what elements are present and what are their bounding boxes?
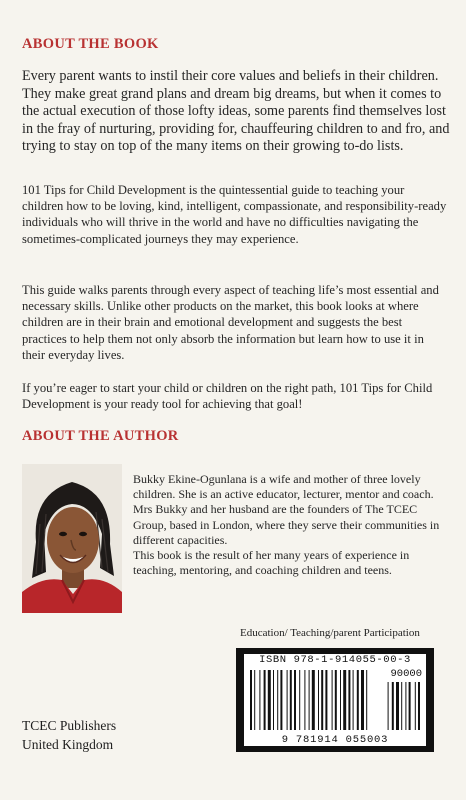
barcode-bar [332,670,333,730]
barcode-addon-bar [388,682,389,730]
barcode-addon-bar [401,682,402,730]
barcode-bar [294,670,296,730]
barcode-bar [325,670,327,730]
isbn-barcode [236,648,434,752]
barcode-addon-bar [405,682,406,730]
author-photo [22,464,122,613]
barcode-bar [321,670,323,730]
barcode-bar [304,670,305,730]
barcode-addon-bar [418,682,420,730]
about-author-heading: ABOUT THE AUTHOR [22,428,179,444]
barcode-bar [273,670,274,730]
book-category: Education/ Teaching/parent Participation [240,627,420,639]
book-description-paragraph-4: If you’re eager to start your child or children on the right path, 101 Tips for Child Development is your ready tool for achieving that goal! [22,381,433,412]
about-book-heading: ABOUT THE BOOK [22,36,159,52]
barcode-bar [264,670,266,730]
barcode-bar [353,670,354,730]
book-description-paragraph-1: Every parent wants to instil their core values and beliefs in their children. They make great grand plans and dream big dreams, but when it comes to the actual execution of those lofty ideas, some parents find themselves lost in the fray of nurturing, providing for, chauffeuring children to and fro, and trying to stay on top of the many items on their growing to-do lists. [22,68,450,155]
barcode-bar [290,670,292,730]
author-bio [133,472,448,578]
publisher-name: TCEC Publishers [22,718,117,733]
barcode-bars [244,654,426,746]
author-bio-line-3: This book is the result of her many years of experience in teaching, mentoring, and coaching children and teens. [133,548,410,578]
author-bio-line-2: Mrs Bukky and her husband are the founders of The TCEC Group, based in London, where they serve their communities in different capacities. [133,502,440,547]
book-description-paragraph-2: 101 Tips for Child Development is the quintessential guide to teaching your children how to be loving, kind, intelligent, compassionate, and responsibility-ready individuals who will thrive in the world and have no difficulties navigating the sometimes-complicated journeys they may experience. [22,183,447,246]
barcode-bar [259,670,260,730]
barcode-bar [309,670,310,730]
barcode-bar [361,670,364,730]
barcode-bar [335,670,337,730]
barcode-bar [340,670,341,730]
barcode-digits: 9 781914 055003 [281,734,389,746]
barcode-bar [287,670,288,730]
barcode-bar [357,670,359,730]
barcode-bar [343,670,346,730]
barcode-bar [299,670,300,730]
author-bio-line-1: Bukky Ekine-Ogunlana is a wife and mother of three lovely children. She is an active educator, lecturer, mentor and coach. [133,472,434,502]
barcode-addon-bar [409,682,411,730]
barcode-addon-bar [396,682,399,730]
barcode-bar [254,670,255,730]
publisher-location: United Kingdom [22,737,114,752]
barcode-bar [312,670,315,730]
barcode-bar [366,670,367,730]
isbn-label: ISBN 978-1-914055-00-3 [259,654,411,666]
barcode-bar [250,670,252,730]
barcode-bar [280,670,282,730]
price-code: 90000 [390,668,422,680]
barcode-addon-bar [415,682,416,730]
barcode-addon-bar [392,682,394,730]
barcode-bar [277,670,278,730]
publisher-block [22,716,116,754]
barcode-bar [348,670,350,730]
barcode-bar [318,670,319,730]
book-description-paragraph-3: This guide walks parents through every aspect of teaching life’s most essential and necessary skills. Unlike other products on the market, this book looks at where children are in their brain and emotional development and suggests the best practices to help them not only absorb the information but learn how to use it in their everyday lives. [22,283,439,362]
barcode-bar [268,670,271,730]
